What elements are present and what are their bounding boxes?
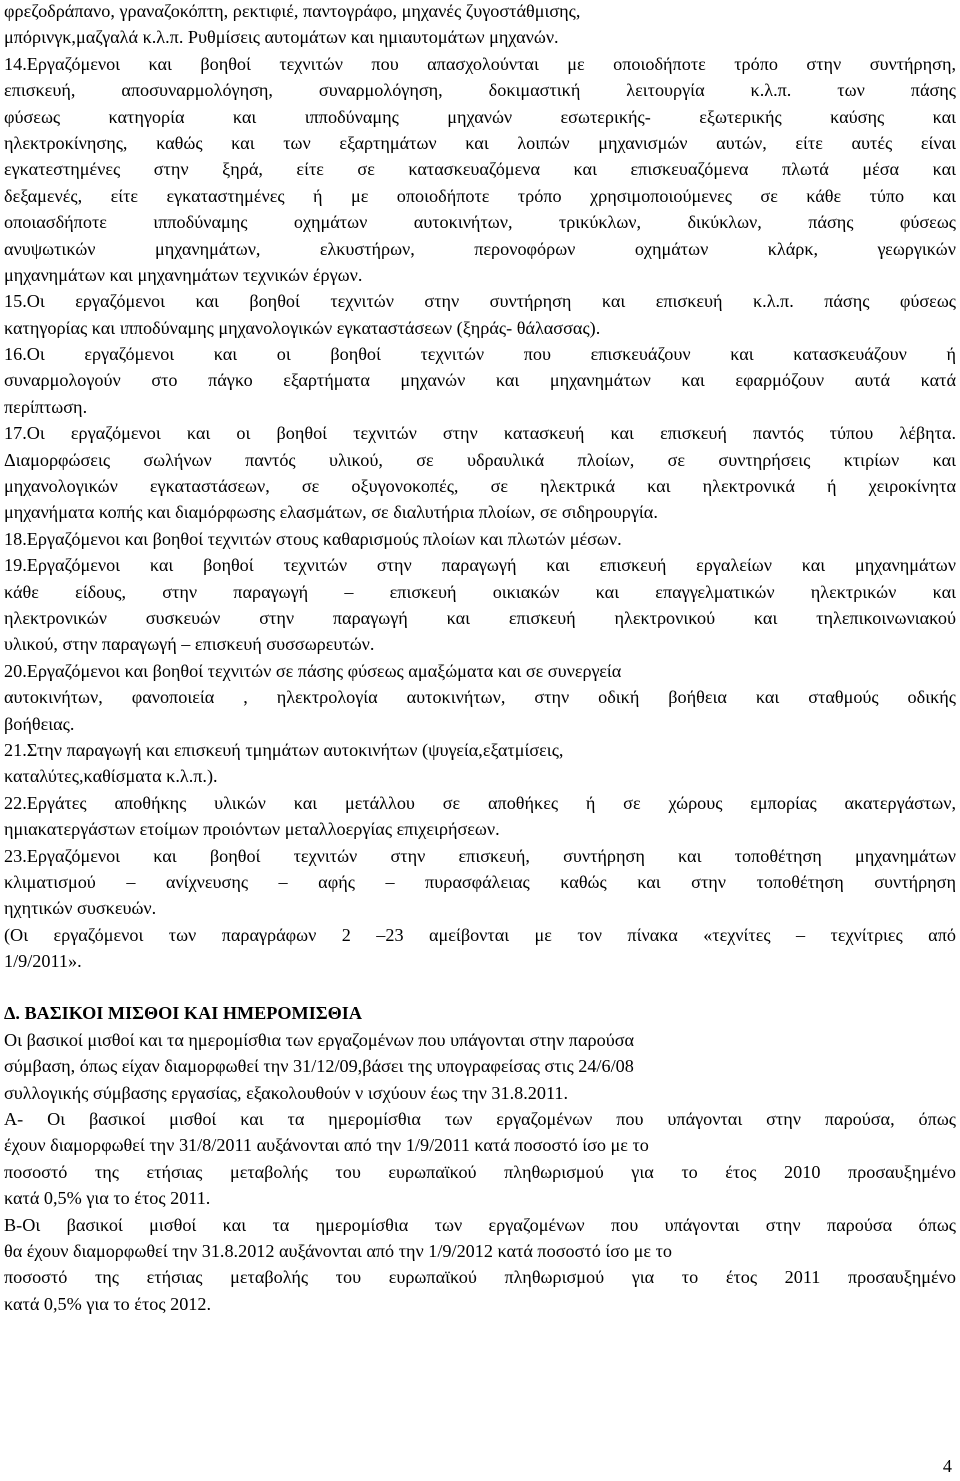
text-line: 22.Εργάτες αποθήκης υλικών και μετάλλου σε αποθήκες ή σε χώρους εμπορίας ακατεργάστων, (4, 792, 956, 813)
section-text-line: Α- Οι βασικοί μισθοί και τα ημερομίσθια των εργαζομένων που υπάγονται στην παρούσα, όπως (4, 1109, 956, 1130)
text-line: μηχανολογικών εγκαταστάσεων, σε οξυγονοκοπές, σε ηλεκτρικά και ηλεκτρονικά ή χειροκίνητα (4, 476, 956, 497)
text-line: φρεζοδράπανο, γραναζοκόπτη, ρεκτιφιέ, παντογράφο, μηχανές ζυγοστάθμισης, (4, 1, 581, 21)
section-text-line: ποσοστό της ετήσιας μεταβολής του ευρωπαϊκού πληθωρισμού για το έτος 2011 προσαυξημένο (4, 1267, 956, 1288)
text-line: δεξαμενές, είτε εγκαταστημένες ή με οποιοδήποτε τρόπο χρησιμοποιούμενες σε κάθε τύπο και (4, 185, 956, 206)
text-line: υλικού, στην παραγωγή – επισκευή συσσωρευτών. (4, 634, 375, 655)
section-text-line: κατά 0,5% για το έτος 2012. (4, 1293, 212, 1314)
text-line: εγκατεστημένες στην ξηρά, είτε σε κατασκευαζόμενα και επισκευαζόμενα πλωτά μέσα και (4, 159, 956, 180)
section-text-line: ποσοστό της ετήσιας μεταβολής του ευρωπαϊκού πληθωρισμού για το έτος 2010 προσαυξημένο (4, 1161, 956, 1182)
text-line: κλιματισμού – ανίχνευσης – αφής – πυρασφάλειας καθώς και στην τοποθέτηση συντήρηση (4, 871, 956, 892)
text-line: 23.Εργαζόμενοι και βοηθοί τεχνιτών στην επισκευή, συντήρηση και τοποθέτηση μηχανημάτων (4, 845, 956, 866)
text-line: επισκευή, αποσυναρμολόγηση, συναρμολόγηση, δοκιμαστική λειτουργία κ.λ.π. των πάσης (4, 80, 956, 101)
text-line: 15.Οι εργαζόμενοι και βοηθοί τεχνιτών στην συντήρηση και επισκευή κ.λ.π. πάσης φύσεως (4, 291, 956, 312)
text-line: βοήθειας. (4, 713, 75, 734)
text-line: μηχανημάτων και μηχανημάτων τεχνικών έργων. (4, 264, 363, 285)
text-line: 21.Στην παραγωγή και επισκευή τμημάτων αυτοκινήτων (ψυγεία,εξατμίσεις, (4, 739, 564, 760)
text-line: 17.Οι εργαζόμενοι και οι βοηθοί τεχνιτών στην κατασκευή και επισκευή παντός τύπου λέβητα. (4, 423, 956, 444)
text-line: αυτοκινήτων, φανοποιεία , ηλεκτρολογία αυτοκινήτων, στην οδική βοήθεια και σταθμούς οδικής (4, 687, 956, 708)
text-line: 14.Εργαζόμενοι και βοηθοί τεχνιτών που απασχολούνται με οποιοδήποτε τρόπο στην συντήρηση, (4, 53, 956, 74)
text-line: καταλύτες,καθίσματα κ.λ.π.). (4, 766, 218, 787)
text-line: περίπτωση. (4, 396, 88, 417)
text-line: ηχητικών συσκευών. (4, 898, 157, 919)
section-text-line: σύμβαση, όπως είχαν διαμορφωθεί την 31/12/09,βάσει της υπογραφείσας στις 24/6/08 (4, 1056, 634, 1077)
section-heading: Δ. ΒΑΣΙΚΟΙ ΜΙΣΘΟΙ ΚΑΙ ΗΜΕΡΟΜΙΣΘΙΑ (4, 1003, 363, 1024)
section-text-line: θα έχουν διαμορφωθεί την 31.8.2012 αυξάνονται από την 1/9/2012 κατά ποσοστό ίσο με το (4, 1240, 673, 1261)
text-line: 18.Εργαζόμενοι και βοηθοί τεχνιτών στους καθαρισμούς πλοίων και πλωτών μέσων. (4, 528, 622, 549)
text-line: (Οι εργαζόμενοι των παραγράφων 2 –23 αμείβονται με τον πίνακα «τεχνίτες – τεχνίτριες από (4, 924, 956, 945)
text-line: οποιασδήποτε ιπποδύναμης οχημάτων αυτοκινήτων, τρικύκλων, δικύκλων, πάσης φύσεως (4, 212, 956, 233)
text-line: 19.Εργαζόμενοι και βοηθοί τεχνιτών στην παραγωγή και επισκευή εργαλείων και μηχανημάτων (4, 555, 956, 576)
section-text-line: Οι βασικοί μισθοί και τα ημερομίσθια των εργαζομένων που υπάγονται στην παρούσα (4, 1029, 635, 1050)
section-text-line: συλλογικής σύμβασης εργασίας, εξακολουθούν ν ισχύουν έως την 31.8.2011. (4, 1082, 569, 1103)
text-line: 1/9/2011». (4, 951, 82, 972)
text-line: 16.Οι εργαζόμενοι και οι βοηθοί τεχνιτών που επισκευάζουν και κατασκευάζουν ή (4, 344, 956, 365)
text-line: κατηγορίας και ιπποδύναμης μηχανολογικών εγκαταστάσεων (ξηράς- θάλασσας). (4, 317, 601, 338)
text-line: ηλεκτρονικών συσκευών στην παραγωγή και επισκευή ηλεκτρονικού και τηλεπικοινωνιακού (4, 607, 956, 628)
text-line: ημιακατεργάστων ετοίμων προιόντων μεταλλοεργίας επιχειρήσεων. (4, 819, 500, 840)
section-text-line: κατά 0,5% για το έτος 2011. (4, 1188, 211, 1209)
text-line: Διαμορφώσεις σωλήνων παντός υλικού, σε υδραυλικά πλοίων, σε συντηρήσεις κτιρίων και (4, 449, 956, 470)
document-body (4, 0, 956, 1317)
section-text-line: Β-Οι βασικοί μισθοί και τα ημερομίσθια των εργαζομένων που υπάγονται στην παρούσα όπως (4, 1214, 956, 1235)
text-line: μηχανήματα κοπής και διαμόρφωσης ελασμάτων, σε διαλυτήρια πλοίων, σε σιδηρουργία. (4, 502, 658, 523)
page-number: 4 (942, 1455, 952, 1476)
text-line: φύσεως κατηγορία και ιπποδύναμης μηχανών εσωτερικής- εξωτερικής καύσης και (4, 106, 956, 127)
section-gap (4, 974, 956, 1000)
text-line: 20.Εργαζόμενοι και βοηθοί τεχνιτών σε πάσης φύσεως αμαξώματα και σε συνεργεία (4, 660, 622, 681)
text-line: συναρμολογούν στο πάγκο εξαρτήματα μηχανών και μηχανημάτων και εφαρμόζουν αυτά κατά (4, 370, 956, 391)
text-line: μπόρινγκ,μαζγαλά κ.λ.π. Ρυθμίσεις αυτομάτων και ημιαυτομάτων μηχανών. (4, 27, 559, 48)
text-line: ανυψωτικών μηχανημάτων, ελκυστήρων, περονοφόρων οχημάτων κλάρκ, γεωργικών (4, 238, 956, 259)
text-line: ηλεκτροκίνησης, καθώς και των εξαρτημάτων και λοιπών μηχανισμών αυτών, είτε αυτές είναι (4, 132, 956, 153)
text-line: κάθε είδους, στην παραγωγή – επισκευή οικιακών και επαγγελματικών ηλεκτρικών και (4, 581, 956, 602)
section-text-line: έχουν διαμορφωθεί την 31/8/2011 αυξάνονται από την 1/9/2011 κατά ποσοστό ίσο με το (4, 1135, 649, 1156)
